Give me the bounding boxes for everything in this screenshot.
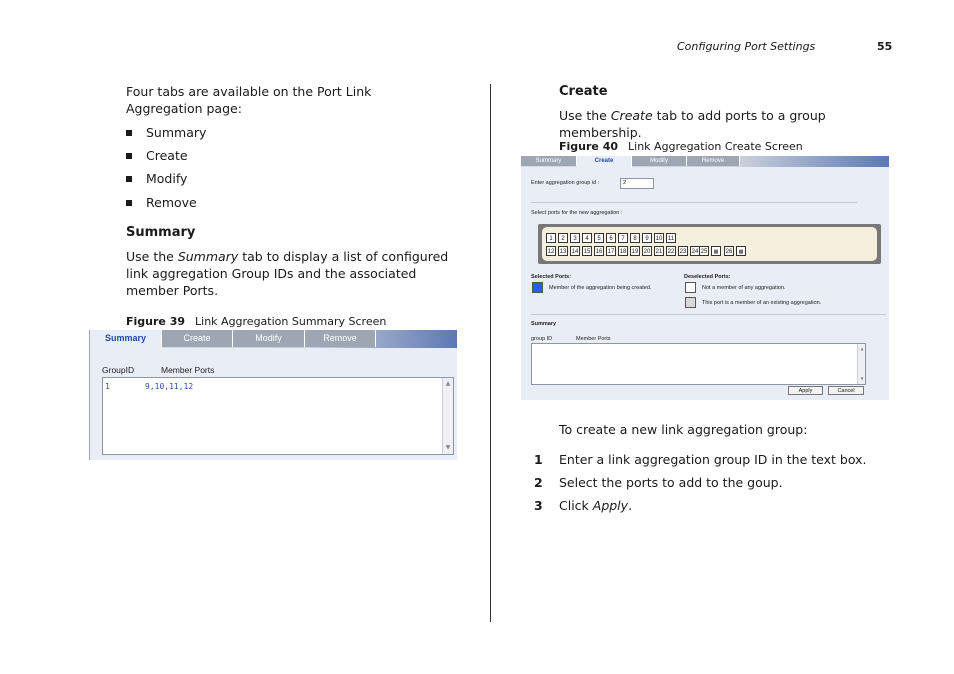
divider bbox=[531, 314, 886, 315]
port-23-button[interactable]: 23 bbox=[678, 246, 688, 256]
row-member-ports: 9,10,11,12 bbox=[145, 382, 194, 391]
step-number: 3 bbox=[534, 498, 543, 513]
member-legend-swatch bbox=[685, 297, 696, 308]
step-number: 1 bbox=[534, 452, 543, 467]
tab-summary[interactable]: Summary bbox=[521, 156, 577, 166]
tab-create[interactable]: Create bbox=[577, 156, 632, 168]
col-group-id-header: group ID bbox=[531, 336, 553, 342]
scrollbar[interactable] bbox=[857, 344, 865, 384]
sfp-port-icon: ▦ bbox=[736, 246, 746, 256]
cancel-button[interactable]: Cancel bbox=[828, 386, 864, 395]
bullet-icon bbox=[126, 130, 132, 136]
col-member-ports-header: Member Ports bbox=[576, 336, 611, 342]
port-4-button[interactable]: 4 bbox=[582, 233, 592, 243]
port-14-button[interactable]: 14 bbox=[570, 246, 580, 256]
create-screen bbox=[521, 156, 889, 400]
deselected-legend-swatch bbox=[685, 282, 696, 293]
page-number: 55 bbox=[877, 40, 893, 53]
port-3-button[interactable]: 3 bbox=[570, 233, 580, 243]
bullet-text: Create bbox=[146, 148, 188, 163]
port-25-button[interactable]: 25 bbox=[699, 246, 709, 256]
summary-listbox[interactable] bbox=[531, 343, 866, 385]
steps-intro: To create a new link aggregation group: bbox=[559, 422, 808, 437]
port-6-button[interactable]: 6 bbox=[606, 233, 616, 243]
scroll-down-icon[interactable]: ▼ bbox=[445, 444, 451, 451]
port-2-button[interactable]: 2 bbox=[558, 233, 568, 243]
summary-paragraph: Use the Summary tab to display a list of configured link aggregation Group IDs and the associated member Ports. bbox=[126, 249, 449, 298]
col-member-ports-header: Member Ports bbox=[161, 365, 215, 375]
group-id-value: 2 bbox=[623, 180, 627, 186]
port-22-button[interactable]: 22 bbox=[666, 246, 676, 256]
port-15-button[interactable]: 15 bbox=[582, 246, 592, 256]
group-id-label: Enter aggregation group id : bbox=[531, 180, 600, 186]
col-groupid-header: GroupID bbox=[102, 365, 135, 375]
bullet-text: Modify bbox=[146, 171, 188, 186]
select-ports-label: Select ports for the new aggregation : bbox=[531, 210, 623, 216]
port-17-button[interactable]: 17 bbox=[606, 246, 616, 256]
row-group-id: 1 bbox=[105, 382, 110, 391]
port-1-button[interactable]: 1 bbox=[546, 233, 556, 243]
port-26-button[interactable]: 26 bbox=[724, 246, 734, 256]
port-9-button[interactable]: 9 bbox=[642, 233, 652, 243]
scroll-down-icon[interactable]: ▼ bbox=[860, 376, 864, 381]
port-7-button[interactable]: 7 bbox=[618, 233, 628, 243]
bullet-text: Remove bbox=[146, 195, 197, 210]
deselected-legend-text: Not a member of any aggregation. bbox=[702, 285, 786, 291]
bullet-icon bbox=[126, 200, 132, 206]
tab-remove[interactable]: Remove bbox=[687, 156, 740, 166]
port-24-button[interactable]: 24 bbox=[690, 246, 700, 256]
figure-39-caption: Figure 39 Link Aggregation Summary Screen bbox=[126, 315, 387, 328]
port-12-button[interactable]: 12 bbox=[546, 246, 556, 256]
bullet-item bbox=[126, 124, 206, 141]
port-8-button[interactable]: 8 bbox=[630, 233, 640, 243]
selected-legend-text: Member of the aggregation being created. bbox=[549, 285, 652, 291]
step-text: Click Apply. bbox=[559, 498, 633, 513]
selected-ports-heading: Selected Ports: bbox=[531, 274, 572, 280]
scroll-up-icon[interactable]: ▲ bbox=[445, 380, 451, 387]
port-19-button[interactable]: 19 bbox=[630, 246, 640, 256]
apply-button[interactable]: Apply bbox=[788, 386, 823, 395]
bullet-text: Summary bbox=[146, 125, 207, 140]
port-panel bbox=[538, 224, 881, 264]
intro-paragraph: Four tabs are available on the Port Link Aggregation page: bbox=[126, 84, 372, 116]
port-21-button[interactable]: 21 bbox=[654, 246, 664, 256]
tab-summary[interactable]: Summary bbox=[90, 330, 162, 349]
port-16-button[interactable]: 16 bbox=[594, 246, 604, 256]
bullet-icon bbox=[126, 153, 132, 159]
tab-modify[interactable]: Modify bbox=[632, 156, 687, 166]
tab-modify[interactable]: Modify bbox=[233, 330, 305, 347]
selected-legend-swatch bbox=[532, 282, 543, 293]
step-text: Select the ports to add to the goup. bbox=[559, 475, 783, 490]
scroll-up-icon[interactable]: ▲ bbox=[860, 346, 864, 351]
create-heading: Create bbox=[559, 84, 608, 99]
sfp-port-icon: ▦ bbox=[711, 246, 721, 256]
summary-screen bbox=[89, 330, 457, 460]
port-11-button[interactable]: 11 bbox=[666, 233, 676, 243]
summary-listbox[interactable] bbox=[102, 377, 454, 455]
bullet-item bbox=[126, 170, 187, 187]
step-number: 2 bbox=[534, 475, 543, 490]
running-header: Configuring Port Settings bbox=[677, 40, 816, 53]
tab-remove[interactable]: Remove bbox=[305, 330, 376, 347]
column-divider bbox=[490, 84, 491, 622]
port-13-button[interactable]: 13 bbox=[558, 246, 568, 256]
port-18-button[interactable]: 18 bbox=[618, 246, 628, 256]
bullet-item bbox=[126, 147, 188, 164]
figure-40-caption: Figure 40 Link Aggregation Create Screen bbox=[559, 140, 803, 153]
port-20-button[interactable]: 20 bbox=[642, 246, 652, 256]
member-legend-text: This port is a member of an existing aggregation. bbox=[702, 300, 822, 306]
bullet-item bbox=[126, 194, 197, 211]
step-text: Enter a link aggregation group ID in the text box. bbox=[559, 452, 867, 467]
port-panel-inner bbox=[542, 227, 877, 261]
divider bbox=[531, 202, 857, 203]
port-5-button[interactable]: 5 bbox=[594, 233, 604, 243]
deselected-ports-heading: Deselected Ports: bbox=[684, 274, 731, 280]
scrollbar[interactable] bbox=[442, 378, 453, 454]
summary-heading: Summary bbox=[531, 321, 557, 327]
summary-heading: Summary bbox=[126, 225, 196, 240]
create-paragraph: Use the Create tab to add ports to a group membership. bbox=[559, 108, 826, 140]
group-id-input[interactable] bbox=[620, 178, 654, 189]
bullet-icon bbox=[126, 176, 132, 182]
tab-create[interactable]: Create bbox=[162, 330, 233, 347]
port-10-button[interactable]: 10 bbox=[654, 233, 664, 243]
